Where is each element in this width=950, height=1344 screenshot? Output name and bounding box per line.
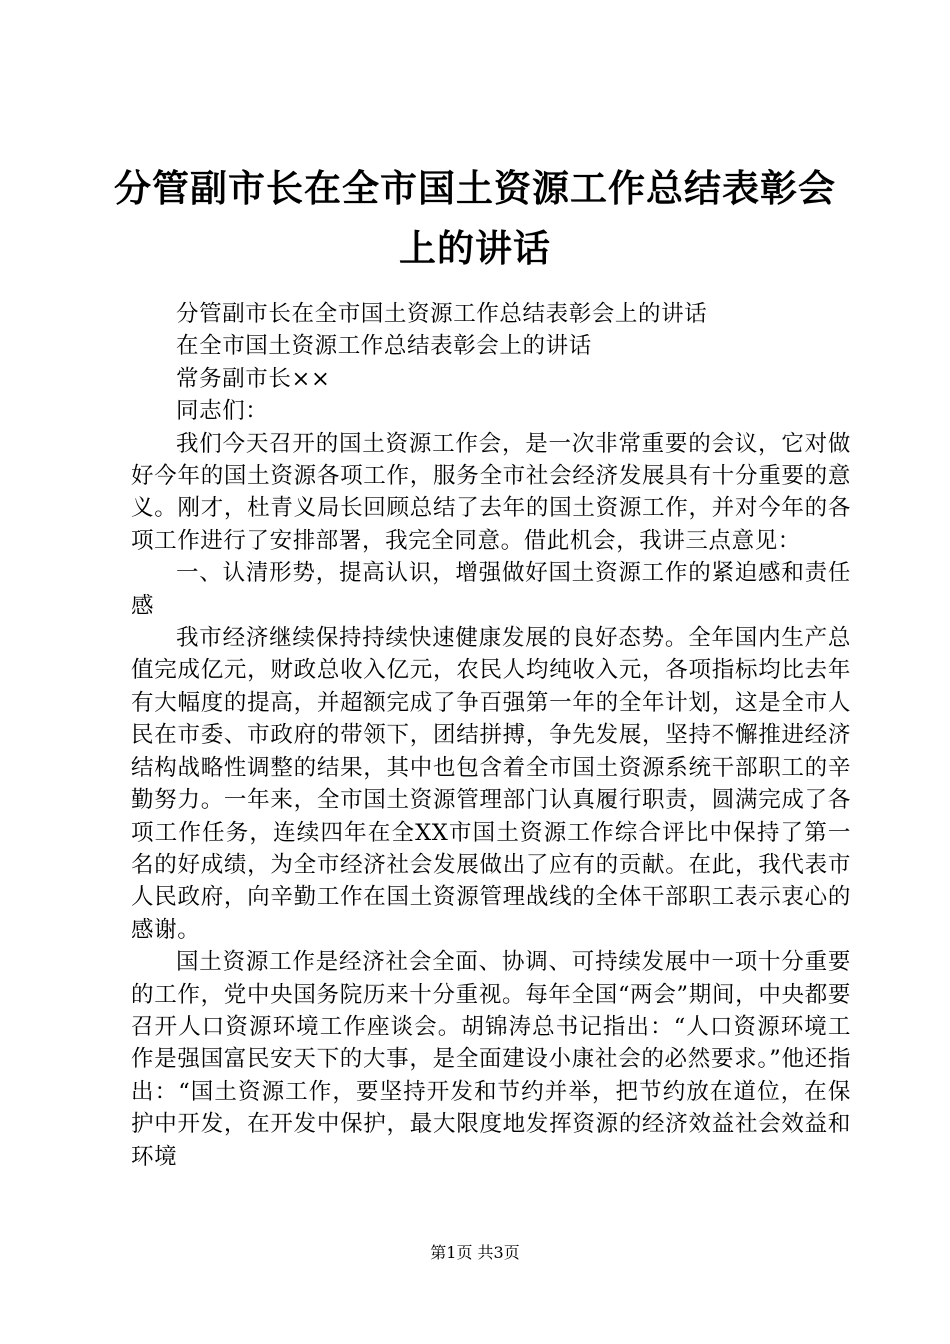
section-heading: 一、认清形势，提高认识，增强做好国土资源工作的紧迫感和责任感	[131, 560, 851, 619]
paragraph: 我市经济继续保持持续快速健康发展的良好态势。全年国内生产总值完成亿元，财政总收入亿元，农民人均纯收入元，各项指标均比去年有大幅度的提高，并超额完成了争百强第一年的全年计划，这是全市人民在市委、市政府的带领下，团结拼搏，争先发展，坚持不懈推进经济结构战略性调整的结果，其中也包含着全市国土资源系统干部职工的辛勤努力。一年来，全市国土资源管理部门认真履行职责，圆满完成了各项工作任务，连续四年在全XX市国土资源工作综合评比中保持了第一名的好成绩，为全市经济社会发展做出了应有的贡献。在此，我代表市人民政府，向辛勤工作在国土资源管理战线的全体干部职工表示衷心的感谢。	[131, 625, 851, 943]
paragraph: 分管副市长在全市国土资源工作总结表彰会上的讲话	[176, 301, 708, 327]
paragraph: 我们今天召开的国土资源工作会，是一次非常重要的会议，它对做好今年的国土资源各项工作，服务全市社会经济发展具有十分重要的意义。刚才，杜青义局长回顾总结了去年的国土资源工作，并对今年的各项工作进行了安排部署，我完全同意。借此机会，我讲三点意见：	[131, 430, 851, 554]
document-title: 分管副市长在全市国土资源工作总结表彰会上的讲话	[114, 166, 836, 270]
paragraph: 在全市国土资源工作总结表彰会上的讲话	[176, 333, 592, 360]
paragraph: 国土资源工作是经济社会全面、协调、可持续发展中一项十分重要的工作，党中央国务院历来十分重视。每年全国“两会”期间，中央都要召开人口资源环境工作座谈会。胡锦涛总书记指出：“人口资源环境工作是强国富民安天下的大事，是全面建设小康社会的必然要求。”他还指出：“国土资源工作，要坚持开发和节约并举，把节约放在道位，在保护中开发，在开发中保护，最大限度地发挥资源的经济效益社会效益和环境	[131, 949, 851, 1170]
page-footer: 第1页 共3页	[430, 1243, 520, 1262]
paragraph: 同志们：	[176, 398, 269, 425]
paragraph: 常务副市长××	[176, 365, 331, 392]
document-body	[131, 298, 851, 1173]
